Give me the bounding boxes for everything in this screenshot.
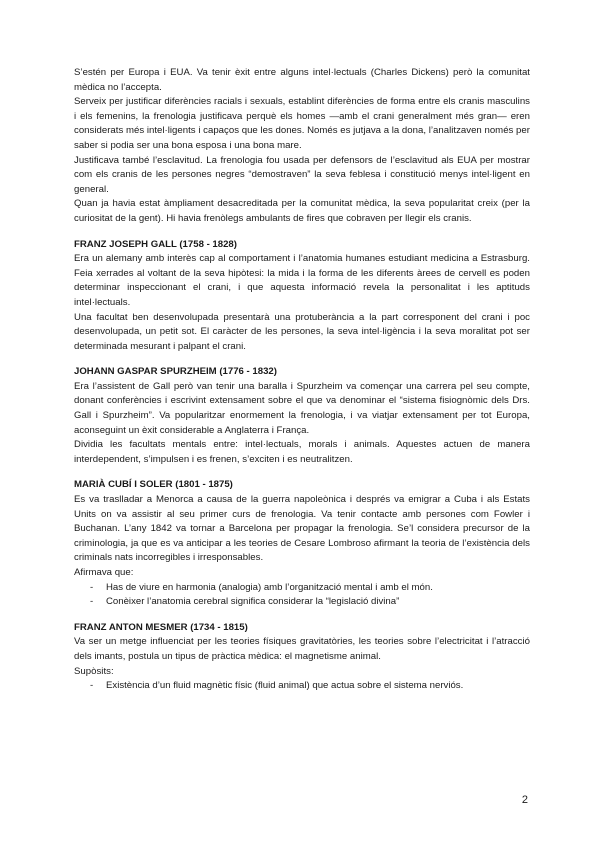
section-cubi <box>74 478 530 609</box>
section-paragraph: Era un alemany amb interès cap al comportament i l’anatomia humanes estudiant medicina a Estrasburg. Feia xerrades al voltant de la seva hipòtesi: la mida i la forma de les diferents àrees de cervell es poden determinar inspeccionant el crani, i que aquesta informació revela la personalitat i les aptituds intel·lectuals. <box>74 253 530 308</box>
section-paragraph: Una facultat ben desenvolupada presentarà una protuberància a la part corresponent del crani i poc desenvolupada, un petit sot. El caràcter de les persones, la seva intel·ligència i la seva moralitat pot ser determinada mesurant i palpant el crani. <box>74 311 530 352</box>
list-label: Supòsits: <box>74 665 114 677</box>
bullet-list <box>74 679 530 694</box>
section-gall <box>74 238 530 355</box>
section-spurzheim <box>74 365 530 467</box>
intro-paragraph: Justificava també l’esclavitud. La frenologia fou usada per defensors de l’esclavitud als EUA per mostrar com els cranis de les persones negres “demostraven” la seva feblesa i constitució menys intel·ligent en general. <box>74 154 530 195</box>
bullet-list <box>74 581 530 610</box>
page-body <box>74 66 530 694</box>
list-item-text: Has de viure en harmonia (analogia) amb l’organització mental i amb el món. <box>106 581 433 593</box>
section-paragraph: Es va traslladar a Menorca a causa de la guerra napoleònica i després va emigrar a Cuba i als Estats Units on va assistir al seu primer curs de frenologia. Va tenir contacte amb persones com Fowler i Buchanan. L’any 1842 va tornar a Barcelona per propagar la frenologia. Se’l considera precursor de la criminologia, ja que es va anticipar a les teories de Cesare Lombroso afirmant la teoria de l’existència dels criminals nats incorregibles i irresponsables. <box>74 494 530 564</box>
dash-bullet: - <box>90 596 94 608</box>
list-item <box>74 581 530 596</box>
dash-bullet: - <box>90 581 94 593</box>
section-paragraph: Va ser un metge influenciat per les teories físiques gravitatòries, les teories sobre l’electricitat i l’atracció dels imants, postula un tipus de pràctica mèdica: el magnetisme animal. <box>74 636 530 662</box>
section-heading: JOHANN GASPAR SPURZHEIM (1776 - 1832) <box>74 366 277 378</box>
page-number: 2 <box>521 794 528 806</box>
section-paragraph: Era l’assistent de Gall però van tenir una baralla i Spurzheim va començar una carrera pel seu compte, donant conferències i escrivint extensament sobre el que va denominar el “sistema fisiognòmic dels Drs. Gall i Spurzheim”. Va popularitzar enormement la frenologia, i va viatjar extensament per tot Europa, aconseguint un èxit considerable a Anglaterra i França. <box>74 380 530 436</box>
list-label: Afirmava que: <box>74 567 134 578</box>
intro-paragraph: Serveix per justificar diferències racials i sexuals, establint diferències de forma entre els cranis masculins i els femenins, la frenologia justificava perquè els homes —amb el crani generalment més gran— eren considerats més intel·ligents i capaços que les dones. Només es jutjava a la dona, l’analitzaven només per saber si podia ser una bona esposa i una bona mare. <box>74 96 530 151</box>
list-item-text: Existència d’un fluid magnètic físic (fluid animal) que actua sobre el sistema nerviós. <box>106 680 464 692</box>
section-paragraph: Dividia les facultats mentals entre: intel·lectuals, morals i animals. Aquestes actuen de manera interdependent, s’impulsen i es frenen, s’exciten i es neutralitzen. <box>74 439 530 465</box>
list-item <box>74 595 530 610</box>
list-item-text: Conèixer l’anatomia cerebral significa considerar la “legislació divina” <box>106 596 400 608</box>
section-heading: MARIÀ CUBÍ I SOLER (1801 - 1875) <box>74 479 233 491</box>
section-heading: FRANZ ANTON MESMER (1734 - 1815) <box>74 621 248 633</box>
section-heading: FRANZ JOSEPH GALL (1758 - 1828) <box>74 238 237 250</box>
intro-paragraph: S’estén per Europa i EUA. Va tenir èxit entre alguns intel·lectuals (Charles Dickens) però la comunitat mèdica no l’accepta. <box>74 67 530 93</box>
list-item <box>74 679 530 694</box>
intro-paragraph: Quan ja havia estat àmpliament desacreditada per la comunitat mèdica, la seva popularitat creix (per la curiositat de la gent). Hi havia frenòlegs ambulants de fires que cobraven per llegir els cranis. <box>74 198 530 224</box>
section-mesmer <box>74 621 530 694</box>
dash-bullet: - <box>90 680 94 692</box>
